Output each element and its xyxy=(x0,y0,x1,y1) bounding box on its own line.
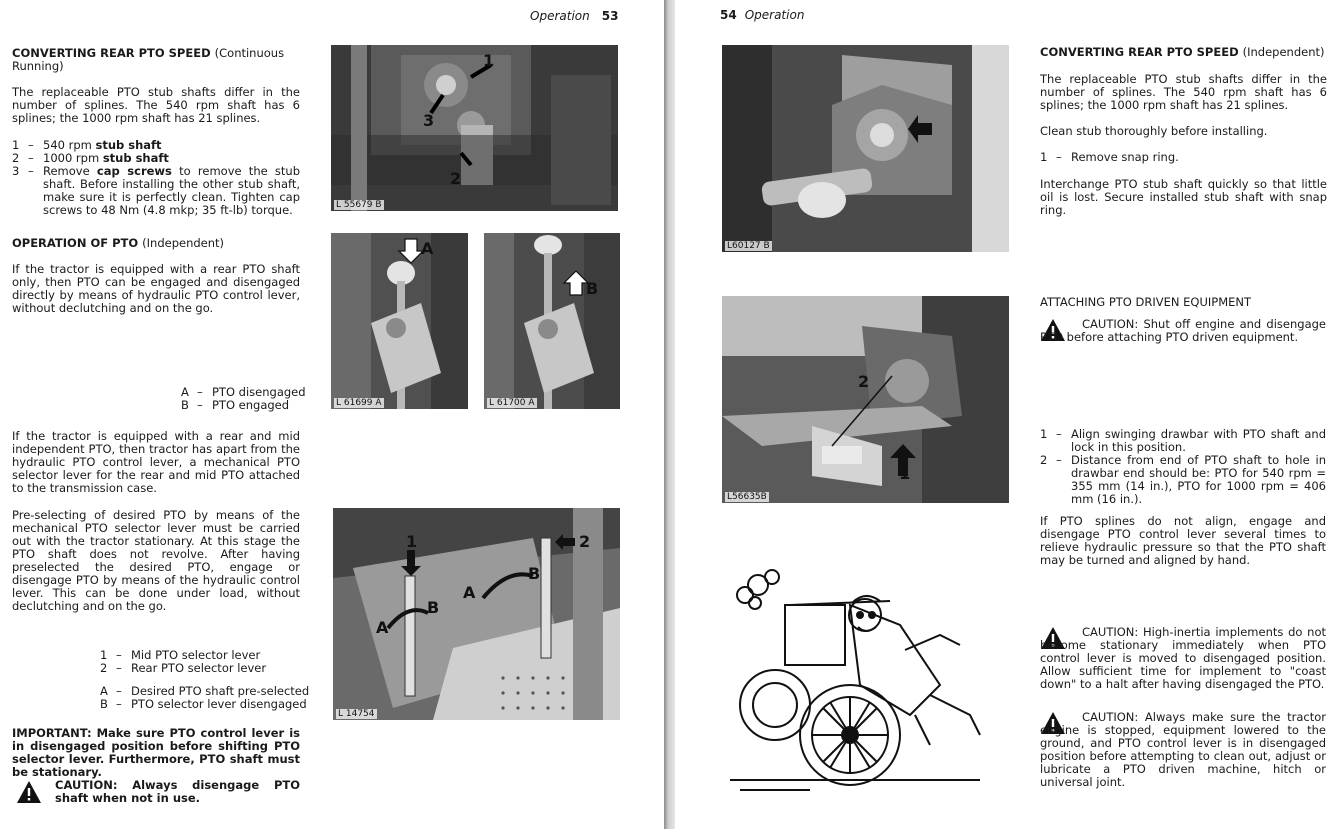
photo-caption: L56635B xyxy=(727,492,767,502)
numbered-list xyxy=(1040,151,1327,164)
list-item: 1 – Mid PTO selector lever xyxy=(100,648,261,662)
photo-illustration xyxy=(722,45,1009,252)
callout-label: 1 xyxy=(899,464,911,483)
legend-list xyxy=(181,386,311,412)
book-gutter xyxy=(664,0,675,829)
section-title: ATTACHING PTO DRIVEN EQUIPMENT xyxy=(1040,295,1252,309)
list-item: B – PTO selector lever disengaged xyxy=(100,697,307,711)
callout-label: 2 xyxy=(450,169,462,188)
paragraph: If the tractor is equipped with a rear and mid independent PTO, then tractor has apart from the hydraulic PTO control lever, a mechanical PTO selector lever for the rear and mid PTO attached to the transmission case. xyxy=(12,429,300,495)
page-header-left xyxy=(530,9,618,23)
photo-illustration xyxy=(722,296,1009,503)
callout-label: 3 xyxy=(423,111,435,130)
list-item: A – Desired PTO shaft pre-selected xyxy=(100,684,310,698)
numbered-list xyxy=(12,139,300,217)
caution-note: CAUTION: High-inertia implements do not become stationary immediately when PTO control lever is moved to disengaged position. Allow sufficient time for implement to "coast down" to a halt after having disengaged the PTO. xyxy=(1040,625,1326,691)
photo-illustration xyxy=(484,233,620,409)
section-title: CONVERTING REAR PTO SPEED (Independent) xyxy=(1040,45,1325,59)
tractor-cartoon-illustration xyxy=(730,565,992,795)
list-item: 2 – Distance from end of PTO shaft to hole in drawbar end should be: PTO for 540 rpm = 355 mm (14 in.), PTO for 1000 rpm = 406 mm (16 in.). xyxy=(1040,453,1326,506)
section-title: OPERATION OF PTO (Independent) xyxy=(12,236,225,250)
numbered-list xyxy=(1040,428,1326,506)
callout-label: A xyxy=(376,618,389,637)
paragraph: If the tractor is equipped with a rear PTO shaft only, then PTO can be engaged and disengaged directly by means of hydraulic PTO control lever, without declutching and on the go. xyxy=(12,262,300,315)
list-item: 2 – 1000 rpm stub shaft xyxy=(12,151,169,165)
callout-label: B xyxy=(427,598,440,617)
legend-list xyxy=(100,649,310,675)
list-item: 1 – Remove snap ring. xyxy=(1040,150,1179,164)
photo-stub-shaft xyxy=(331,45,618,211)
page-number: 54 xyxy=(720,8,737,22)
callout-label: B xyxy=(528,564,541,583)
callout-label: 1 xyxy=(483,51,495,70)
section-title-qualifier-line2: Running) xyxy=(12,59,64,73)
section-title-qualifier: (Continuous xyxy=(214,46,285,60)
photo-drawbar-alignment xyxy=(722,296,1009,503)
caution-note: CAUTION: Always disengage PTO shaft when not in use. xyxy=(55,778,300,805)
photo-illustration xyxy=(333,508,620,720)
paragraph: Clean stub thoroughly before installing. xyxy=(1040,124,1268,138)
photo-caption: L 61700 A xyxy=(489,398,535,408)
photo-stub-shaft-install xyxy=(722,45,1009,252)
paragraph: If PTO splines do not align, engage and disengage PTO control lever several times to relieve hydraulic pressure so that the PTO shaft may be turned and aligned by hand. xyxy=(1040,514,1326,567)
photo-caption: L60127 B xyxy=(727,241,770,251)
paragraph: The replaceable PTO stub shafts differ in the number of splines. The 540 rpm shaft has 6 splines; the 1000 rpm shaft has 21 splines. xyxy=(12,85,300,125)
caution-note: CAUTION: Shut off engine and disengage PTO before attaching PTO driven equipment. xyxy=(1040,317,1326,344)
paragraph: Interchange PTO stub shaft quickly so that little oil is lost. Secure installed stub shaft with snap ring. xyxy=(1040,177,1327,217)
photo-caption: L 14754 xyxy=(338,709,375,719)
warning-triangle-icon xyxy=(16,780,42,804)
paragraph: The replaceable PTO stub shafts differ in the number of splines. The 540 rpm shaft has 6 splines; the 1000 rpm shaft has 21 splines. xyxy=(1040,72,1327,112)
header-section: Operation xyxy=(530,9,590,23)
callout-label: 2 xyxy=(858,372,870,391)
photo-caption: L 55679 B xyxy=(336,200,382,210)
list-item: B – PTO engaged xyxy=(181,398,290,412)
paragraph: Pre-selecting of desired PTO by means of the mechanical PTO selector lever must be carried out with the tractor stationary. At this stage the PTO shaft does not revolve. After having preselected the desired PTO, engage or disengage PTO by means of the hydraulic control lever. This can be done under load, without declutching and on the go. xyxy=(12,508,300,613)
callout-label: 1 xyxy=(406,532,418,551)
photo-pto-lever-disengaged xyxy=(331,233,468,409)
photo-illustration xyxy=(331,233,468,409)
callout-label: B xyxy=(586,279,599,298)
page-header-right xyxy=(720,8,804,22)
callout-label: 2 xyxy=(579,532,591,551)
callout-label: A xyxy=(421,239,434,258)
legend-list xyxy=(100,685,310,711)
list-item: A – PTO disengaged xyxy=(181,385,306,399)
photo-pto-selector-levers xyxy=(333,508,620,720)
important-note: IMPORTANT: Make sure PTO control lever is in disengaged position before shifting PTO selector lever. Furthermore, PTO shaft must be stationary. xyxy=(12,726,300,779)
page-number: 53 xyxy=(601,9,619,23)
photo-caption: L 61699 A xyxy=(336,398,382,408)
header-section: Operation xyxy=(744,8,805,22)
callout-label: A xyxy=(463,583,476,602)
photo-illustration xyxy=(331,45,618,211)
left-page xyxy=(0,0,664,829)
photo-pto-lever-engaged xyxy=(484,233,620,409)
right-page xyxy=(675,0,1341,829)
caution-note: CAUTION: Always make sure the tractor engine is stopped, equipment lowered to the ground, and PTO control lever is in disengaged position before attempting to clean out, adjust or lubricate a PTO driven machine, hitch or universal joint. xyxy=(1040,710,1326,789)
list-item: 3 – Remove cap screws to remove the stub shaft. Before installing the other stub shaft, make sure it is perfectly clean. Tighten cap screws to 48 Nm (4.8 mkp; 35 ft-lb) torque. xyxy=(12,164,300,217)
list-item: 1 – 540 rpm stub shaft xyxy=(12,138,162,152)
section-title xyxy=(12,47,302,73)
list-item: 1 – Align swinging drawbar with PTO shaft and lock in this position. xyxy=(1040,427,1326,454)
list-item: 2 – Rear PTO selector lever xyxy=(100,661,267,675)
section-title-text: CONVERTING REAR PTO SPEED xyxy=(12,46,211,60)
